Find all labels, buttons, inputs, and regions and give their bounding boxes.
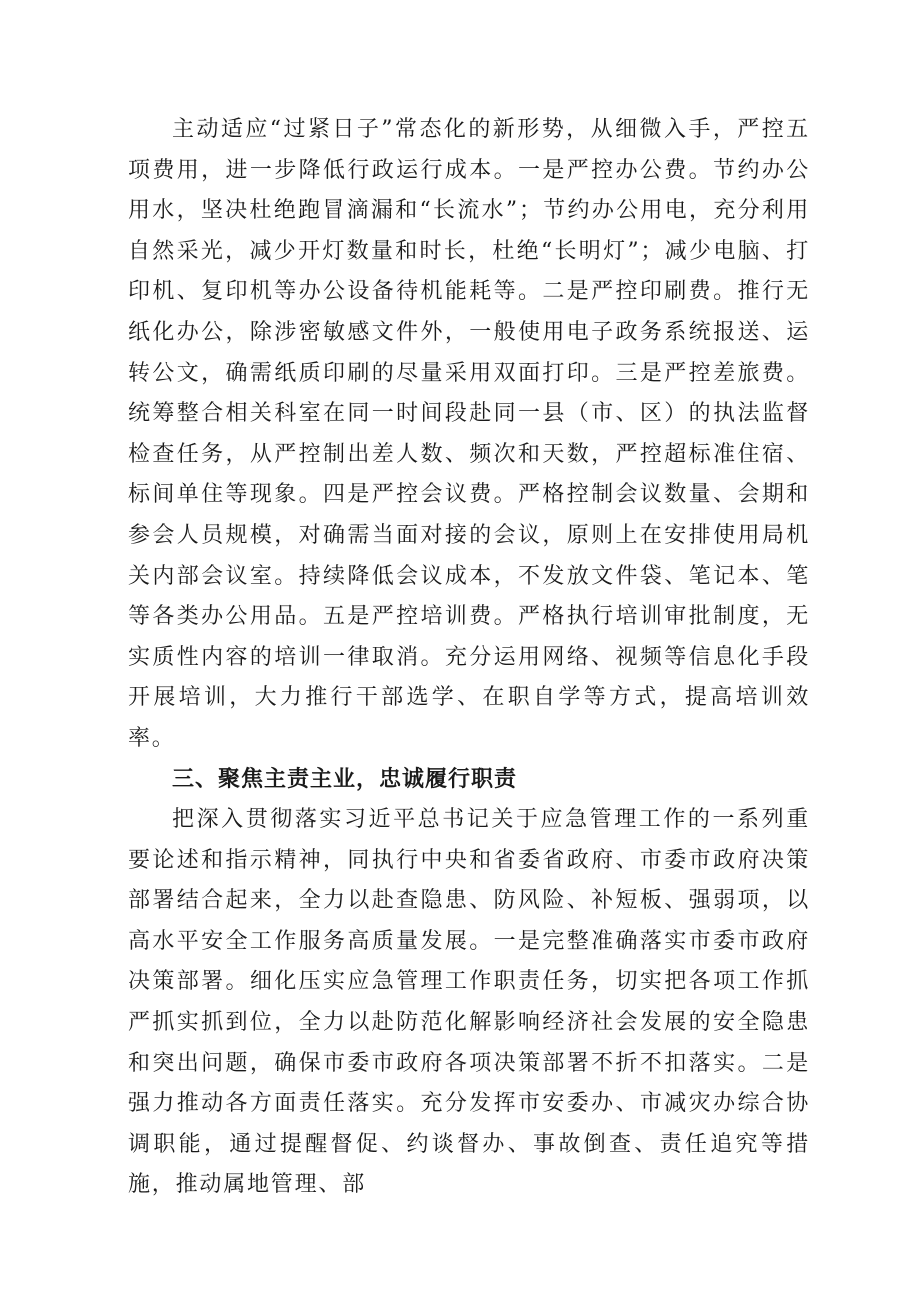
document-body — [128, 110, 810, 1206]
paragraph-expense-control: 主动适应“过紧日子”常态化的新形势，从细微入手，严控五项费用，进一步降低行政运行成本。一是严控办公费。节约办公用水，坚决杜绝跑冒滴漏和“长流水”；节约办公用电，充分利用自然采光，减少开灯数量和时长，杜绝“长明灯”；减少电脑、打印机、复印机等办公设备待机能耗等。二是严控印刷费。推行无纸化办公，除涉密敏感文件外，一般使用电子政务系统报送、运转公文，确需纸质印刷的尽量采用双面打印。三是严控差旅费。统筹整合相关科室在同一时间段赴同一县（市、区）的执法监督检查任务，从严控制出差人数、频次和天数，严控超标准住宿、标间单住等现象。四是严控会议费。严格控制会议数量、会期和参会人员规模，对确需当面对接的会议，原则上在安排使用局机关内部会议室。持续降低会议成本，不发放文件袋、笔记本、笔等各类办公用品。五是严控培训费。严格执行培训审批制度，无实质性内容的培训一律取消。充分运用网络、视频等信息化手段开展培训，大力推行干部选学、在职自学等方式，提高培训效率。 — [128, 117, 810, 751]
section-heading-three: 三、聚焦主责主业，忠诚履行职责 — [172, 766, 518, 792]
paragraph-duty-performance: 把深入贯彻落实习近平总书记关于应急管理工作的一系列重要论述和指示精神，同执行中央和省委省政府、市委市政府决策部署结合起来，全力以赴查隐患、防风险、补短板、强弱项，以高水平安全工作服务高质量发展。一是完整准确落实市委市政府决策部署。细化压实应急管理工作职责任务，切实把各项工作抓严抓实抓到位，全力以赴防范化解影响经济社会发展的安全隐患和突出问题，确保市委市政府各项决策部署不折不扣落实。二是强力推动各方面责任落实。充分发挥市安委办、市减灾办综合协调职能，通过提醒督促、约谈督办、事故倒查、责任追究等措施，推动属地管理、部 — [128, 807, 810, 1198]
